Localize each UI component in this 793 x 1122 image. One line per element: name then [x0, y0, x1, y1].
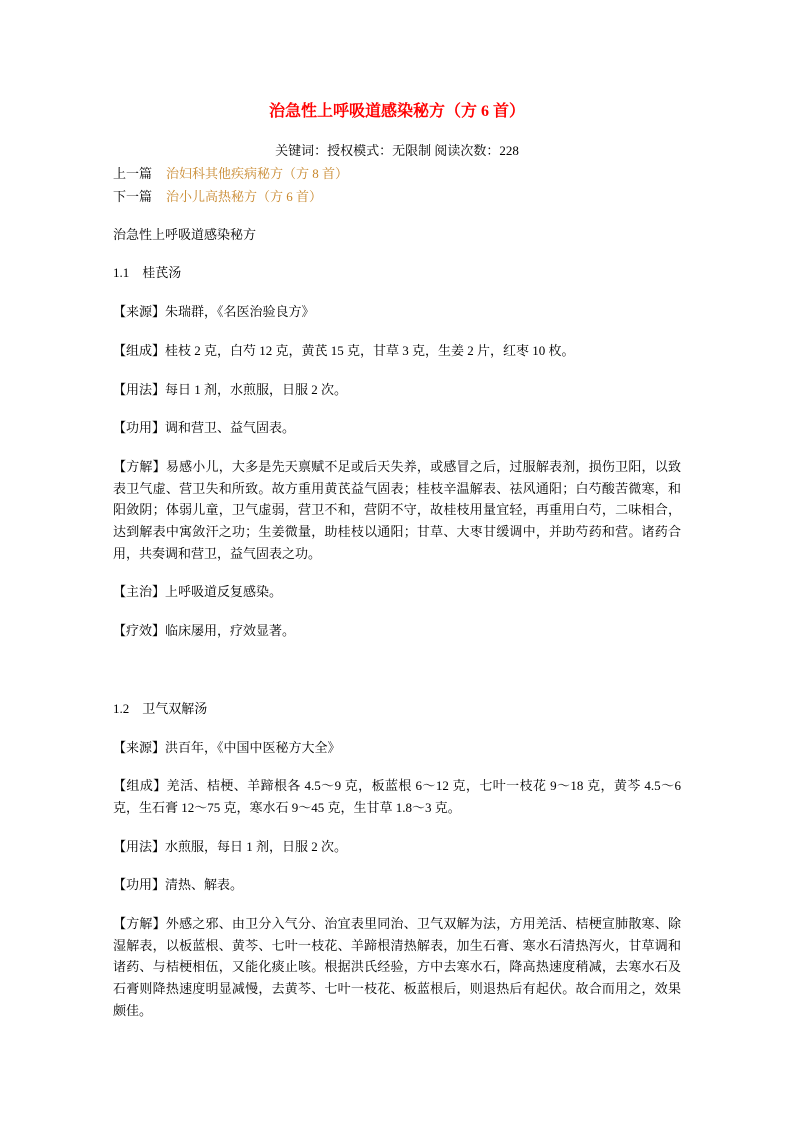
- page-title: 治急性上呼吸道感染秘方（方 6 首）: [268, 103, 525, 120]
- paragraph-explanation: 【方解】易感小儿，大多是先天禀赋不足或后天失养，或感冒之后，过服解表剂，损伤卫阳，以致表卫气虚、营卫失和所致。故方重用黄芪益气固表；桂枝辛温解表、祛风通阳；白芍酸苦微寒，和阳敛阴；体弱儿童，卫气虚弱，营卫不和，营阴不守，故桂枝用量宜轻，再重用白芍，二味相合，达到解表中寓敛汗之功；生姜微量，助桂枝以通阳；甘草、大枣甘缓调中，并助芍药和营。诸药合用，共奏调和营卫，益气固表之功。: [113, 458, 681, 561]
- next-post-link[interactable]: 治小儿高热秘方（方 6 首）: [166, 188, 323, 204]
- meta-line: 关键词：授权模式：无限制 阅读次数：228: [275, 143, 519, 158]
- paragraph-composition: 【组成】桂枝 2 克，白芍 12 克，黄芪 15 克，甘草 3 克，生姜 2 片，红枣 10 枚。: [113, 342, 575, 358]
- paragraph-explanation: 【方解】外感之邪、由卫分入气分、治宜表里同治、卫气双解为法，方用羌活、桔梗宣肺散寒、除湿解表，以板蓝根、黄芩、七叶一枝花、羊蹄根清热解表，加生石膏、寒水石清热泻火，甘草调和诸药、与桔梗相伍，又能化痰止咳。根据洪氏经验，方中去寒水石，降高热速度稍减，去寒水石及石膏则降热速度明显减慢，去黄芩、七叶一枝花、板蓝根后，则退热后有起伏。故合而用之，效果颇佳。: [113, 916, 681, 1018]
- prev-next-nav: [113, 162, 681, 208]
- paragraph-indication: 【主治】上呼吸道反复感染。: [113, 584, 283, 600]
- paragraph-usage: 【用法】每日 1 剂，水煎服，日服 2 次。: [113, 381, 348, 397]
- section-spacer: [113, 659, 681, 698]
- section-heading-1: 1.1 桂芪汤: [113, 265, 182, 281]
- next-post-row: [113, 185, 681, 208]
- paragraph-source: 【来源】朱瑞群，《名医治验良方》: [113, 304, 315, 320]
- article-intro: 治急性上呼吸道感染秘方: [113, 226, 257, 242]
- section-heading-2: 1.2 卫气双解汤: [113, 700, 208, 716]
- paragraph-composition: 【组成】羌活、桔梗、羊蹄根各 4.5～9 克，板蓝根 6～12 克，七叶一枝花 9～18 克，黄芩 4.5～6 克，生石膏 12～75 克，寒水石 9～45 克，生甘草 1.8～3 克。: [113, 778, 681, 815]
- paragraph-function: 【功用】清热、解表。: [113, 877, 244, 893]
- paragraph-function: 【功用】调和营卫、益气固表。: [113, 420, 296, 436]
- prev-post-row: [113, 162, 681, 185]
- paragraph-efficacy: 【疗效】临床屡用，疗效显著。: [113, 623, 296, 639]
- paragraph-source: 【来源】洪百年，《中国中医秘方大全》: [113, 739, 341, 755]
- prev-post-link[interactable]: 治妇科其他疾病秘方（方 8 首）: [166, 165, 349, 181]
- paragraph-usage: 【用法】水煎服，每日 1 剂，日服 2 次。: [113, 838, 348, 854]
- prev-post-label: 上一篇: [113, 165, 153, 181]
- next-post-label: 下一篇: [113, 188, 153, 204]
